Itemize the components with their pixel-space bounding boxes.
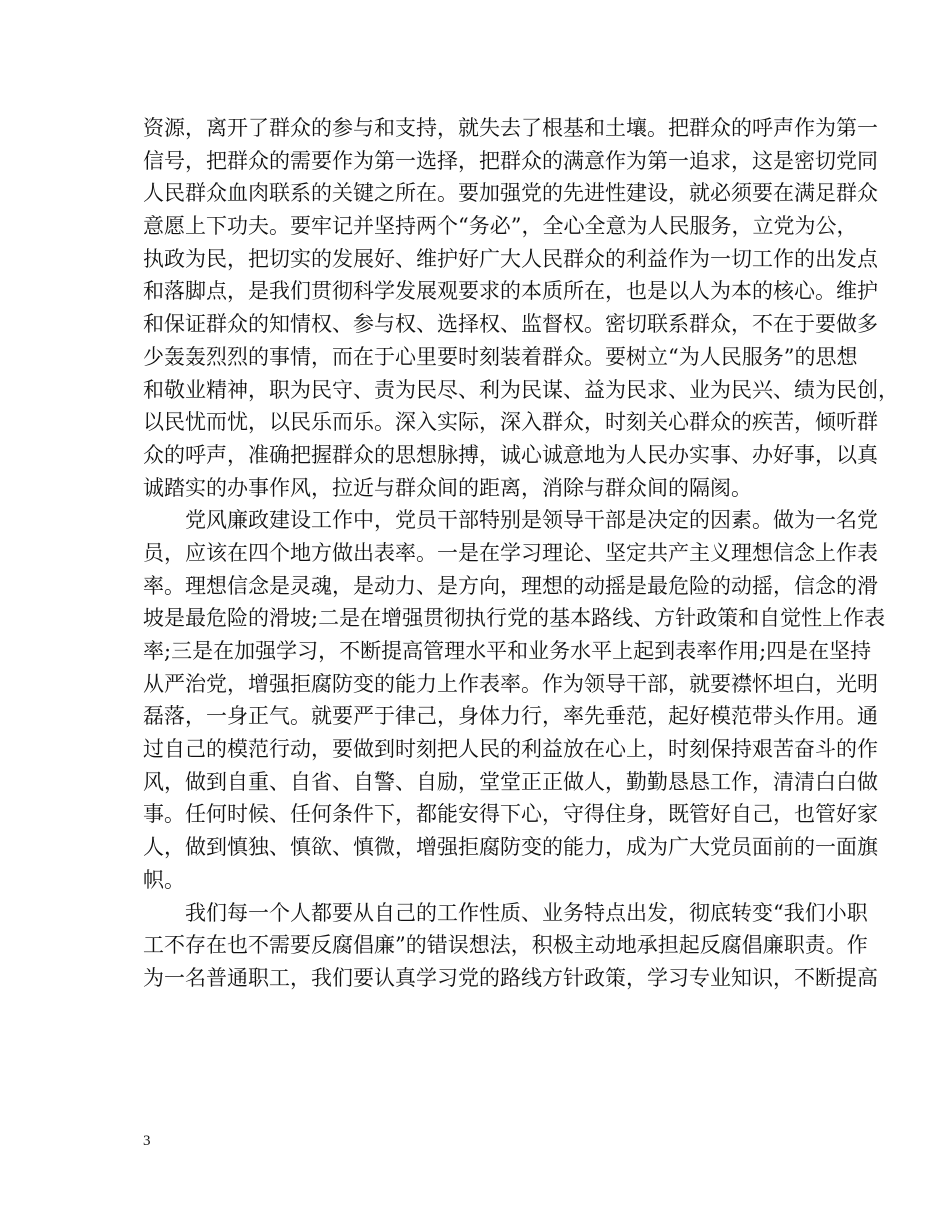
- body-text: [143, 112, 899, 995]
- text-line: 帜。: [143, 867, 185, 892]
- text-line: 人，做到慎独、慎欲、慎微，增强拒腐防变的能力，成为广大党员面前的一面旗: [143, 835, 878, 860]
- text-line: 从严治党，增强拒腐防变的能力上作表率。作为领导干部，就要襟怀坦白，光明: [143, 671, 878, 696]
- text-line: 率;三是在加强学习，不断提高管理水平和业务水平上起到表率作用;四是在坚持: [143, 639, 872, 663]
- text-line: 资源，离开了群众的参与和支持，就失去了根基和土壤。把群众的呼声作为第一: [143, 116, 878, 140]
- text-line: 工不存在也不需要反腐倡廉”的错误想法，积极主动地承担起反腐倡廉职责。作: [143, 933, 868, 958]
- text-line: 员，应该在四个地方做出表率。一是在学习理论、坚定共产主义理想信念上作表: [143, 540, 878, 565]
- text-line: 以民忧而忧，以民乐而乐。深入实际，深入群众，时刻关心群众的疾苦，倾听群: [143, 410, 878, 435]
- text-line: 意愿上下功夫。要牢记并坚持两个“务必”，全心全意为人民服务，立党为公，: [143, 214, 858, 239]
- text-line: 众的呼声，准确把握群众的思想脉搏，诚心诚意地为人民办实事、办好事，以真: [143, 442, 878, 467]
- text-line: 少轰轰烈烈的事情，而在于心里要时刻装着群众。要树立“为人民服务”的思想: [143, 344, 858, 369]
- text-line: 风，做到自重、自省、自警、自励，堂堂正正做人，勤勤恳恳工作，清清白白做: [143, 769, 878, 794]
- text-line: 事。任何时候、任何条件下，都能安得下心，守得住身，既管好自己，也管好家: [143, 802, 878, 827]
- text-line: 为一名普通职工，我们要认真学习党的路线方针政策，学习专业知识，不断提高: [143, 965, 878, 990]
- text-line: 信号，把群众的需要作为第一选择，把群众的满意作为第一追求，这是密切党同: [143, 148, 878, 173]
- text-line: 人民群众血肉联系的关键之所在。要加强党的先进性建设，就必须要在满足群众: [143, 181, 878, 206]
- page-number: 3: [143, 1133, 151, 1149]
- text-line: 和保证群众的知情权、参与权、选择权、监督权。密切联系群众，不在于要做多: [143, 312, 878, 337]
- text-line: 和敬业精神，职为民守、责为民尽、利为民谋、益为民求、业为民兴、绩为民创，: [143, 377, 899, 402]
- text-line: 磊落，一身正气。就要严于律己，身体力行，率先垂范，起好模范带头作用。通: [143, 704, 878, 729]
- text-line: 执政为民，把切实的发展好、维护好广大人民群众的利益作为一切工作的出发点: [143, 246, 878, 271]
- text-line: 率。理想信念是灵魂，是动力、是方向，理想的动摇是最危险的动摇，信念的滑: [143, 573, 878, 598]
- text-line: 诚踏实的办事作风，拉近与群众间的距离，消除与群众间的隔阂。: [143, 475, 752, 500]
- text-line: 党风廉政建设工作中，党员干部特别是领导干部是决定的因素。做为一名党: [185, 508, 878, 533]
- text-line: 和落脚点，是我们贯彻科学发展观要求的本质所在，也是以人为本的核心。维护: [143, 279, 878, 304]
- text-line: 坡是最危险的滑坡;二是在增强贯彻执行党的基本路线、方针政策和自觉性上作表: [143, 606, 886, 631]
- text-line: 过自己的模范行动，要做到时刻把人民的利益放在心上，时刻保持艰苦奋斗的作: [143, 737, 878, 762]
- text-line: 我们每一个人都要从自己的工作性质、业务特点出发，彻底转变“我们小职: [185, 900, 868, 925]
